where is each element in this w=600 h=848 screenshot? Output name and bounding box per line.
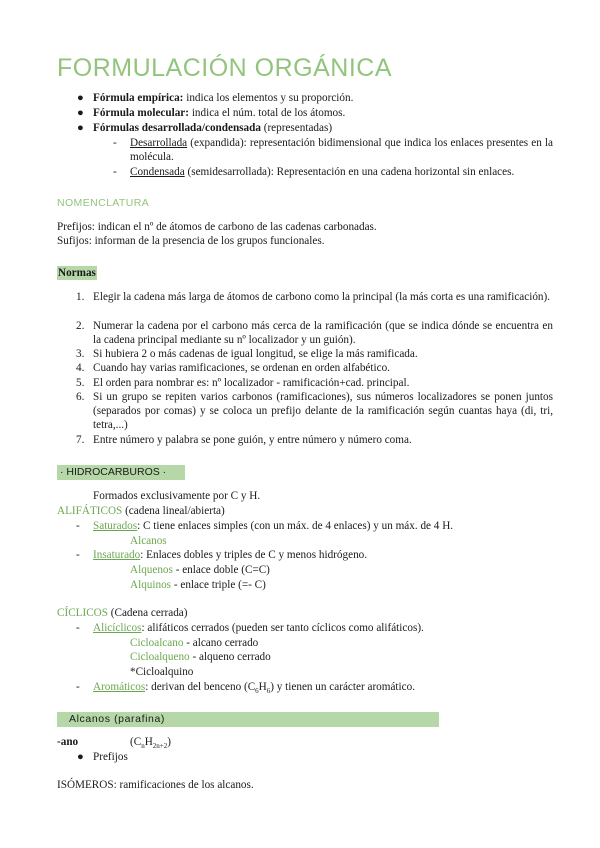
insaturado-text: : Enlaces dobles y triples de C y menos hidrógeno. — [140, 549, 368, 561]
norma-7: Entre número y palabra se pone guión, y entre número y número coma. — [93, 434, 412, 446]
bullet-desarrollada — [77, 121, 333, 135]
sub-bullet-label: Desarrollada — [130, 137, 188, 149]
list-number: 1. — [76, 291, 85, 303]
bullet-molecular — [77, 106, 346, 120]
cicloalcano-text: - alcano cerrado — [183, 637, 259, 649]
dash-icon: - — [76, 681, 80, 693]
alquinos-text: - enlace triple (=- C) — [171, 579, 266, 591]
formula-h: H — [144, 736, 153, 748]
page-title: FORMULACIÓN ORGÁNICA — [57, 54, 393, 82]
nomenclatura-heading: NOMENCLATURA — [57, 197, 150, 209]
dash-icon: - — [76, 622, 80, 634]
bullet-prefijos — [77, 750, 128, 764]
subscript: 2n+2 — [152, 742, 168, 751]
bullet-empirica — [77, 91, 354, 105]
alcanos-heading — [57, 712, 439, 727]
dash-icon: - — [76, 549, 80, 561]
cicloalqueno-text: - alqueno cerrado — [189, 651, 271, 663]
list-number: 2. — [76, 320, 85, 332]
list-number: 6. — [76, 391, 85, 403]
cicloalcano-label: Cicloalcano — [130, 637, 184, 649]
bullet-text: (representadas) — [260, 122, 333, 134]
sub-bullet-condensada — [130, 165, 514, 179]
aromaticos-line — [93, 680, 415, 698]
dash-icon: - — [113, 166, 117, 178]
saturados-text: : C tiene enlaces simples (con un máx. de 4 enlaces) y un máx. de 4 H. — [137, 520, 454, 532]
list-number: 5. — [76, 377, 85, 389]
aromaticos-text-end: ) y tienen un carácter aromático. — [270, 681, 416, 693]
formula-close: ) — [167, 736, 171, 748]
aliciclicos-text: : alifáticos cerrados (pueden ser tanto cíclicos como alifáticos). — [141, 622, 424, 634]
list-number: 3. — [76, 348, 85, 360]
alifaticos-label: ALIFÁTICOS — [57, 505, 123, 517]
aliciclicos-line — [93, 621, 424, 635]
isomeros-text: ISÓMEROS: ramificaciones de los alcanos. — [57, 779, 254, 791]
alifaticos-line — [57, 504, 225, 518]
bullet-bold: Fórmulas desarrollada/condensada — [93, 122, 261, 134]
subscript: 6 — [266, 687, 271, 696]
hidrocarburos-heading — [57, 465, 185, 480]
bullet-dot-icon: ● — [77, 751, 84, 763]
cicloalqueno-label: Cicloalqueno — [130, 651, 190, 663]
cicloalquino-text: *Cicloalquino — [130, 666, 194, 678]
aromaticos-label: Aromáticos — [93, 681, 146, 693]
formula-c: (C — [130, 736, 142, 748]
hidrocarburos-intro: Formados exclusivamente por C y H. — [93, 490, 261, 502]
hidrocarburos-heading-text: · HIDROCARBUROS · — [60, 466, 167, 478]
alquenos-line — [130, 563, 270, 577]
alquenos-text: - enlace doble (C=C) — [172, 564, 270, 576]
bullet-bold: Fórmula empírica: — [93, 92, 184, 104]
norma-2: Numerar la cadena por el carbono más cerca de la ramificación (que se indica dónde se encuentra en la cadena principal mediante su nº localizador y un guión). — [93, 320, 553, 346]
normas-heading: Normas — [58, 267, 96, 279]
aromaticos-text: : derivan del benceno (C — [145, 681, 256, 693]
sub-bullet-desarrollada — [130, 136, 553, 164]
subscript: 6 — [255, 687, 259, 696]
norma-1: Elegir la cadena más larga de átomos de carbono como la principal (la más corta es una ramificación). — [93, 291, 551, 303]
list-number: 7. — [76, 434, 85, 446]
bullet-dot-icon: ● — [77, 122, 84, 134]
cicloalqueno-line — [130, 650, 271, 664]
ciclicos-label: CÍCLICOS — [57, 607, 108, 619]
ciclicos-line — [57, 606, 187, 620]
dash-icon: - — [76, 520, 80, 532]
sub-bullet-text: (expandida): representación bidimensional que indica los enlaces presentes en la molécula. — [130, 137, 553, 163]
ano-suffix: -ano — [57, 736, 79, 748]
saturados-line — [93, 519, 453, 533]
ciclicos-text: (Cadena cerrada) — [107, 607, 188, 619]
saturados-label: Saturados — [93, 520, 138, 532]
bullet-text: indica los elementos y su proporción. — [183, 92, 354, 104]
insaturado-label: Insaturado — [93, 549, 141, 561]
alcanos-heading-text: Alcanos (parafina) — [69, 713, 166, 725]
prefijos-label: Prefijos — [93, 751, 128, 763]
sufijos-text: Sufijos: informan de la presencia de los grupos funcionales. — [57, 235, 325, 247]
prefijos-text: Prefijos: indican el nº de átomos de carbono de las cadenas carbonadas. — [57, 221, 377, 233]
bullet-text: indica el núm. total de los átomos. — [189, 107, 346, 119]
dash-icon: - — [113, 137, 117, 149]
norma-4: Cuando hay varias ramificaciones, se ordenan en orden alfabético. — [93, 362, 390, 374]
alifaticos-text: (cadena lineal/abierta) — [122, 505, 225, 517]
sub-bullet-text: (semidesarrollada): Representación en una cadena horizontal sin enlaces. — [184, 166, 515, 178]
norma-3: Si hubiera 2 o más cadenas de igual longitud, se elige la más ramificada. — [93, 348, 418, 360]
norma-6: Si un grupo se repiten varios carbonos (ramificaciones), sus números localizadores se ponen juntos (separados por comas) y se coloca un prefijo delante de la ramificación según cuantas haya (di, tri, tetra,...) — [93, 391, 553, 431]
bullet-bold: Fórmula molecular: — [93, 107, 190, 119]
subscript: n — [141, 742, 145, 751]
alcanos-label: Alcanos — [130, 535, 167, 547]
aromaticos-h: H — [258, 681, 267, 693]
cicloalcano-line — [130, 636, 258, 650]
alquinos-label: Alquinos — [130, 579, 172, 591]
alquenos-label: Alquenos — [130, 564, 173, 576]
insaturado-line — [93, 548, 367, 562]
sub-bullet-label: Condensada — [130, 166, 185, 178]
alcanos-formula — [130, 735, 171, 753]
norma-5: El orden para nombrar es: nº localizador - ramificación+cad. principal. — [93, 377, 410, 389]
list-number: 4. — [76, 362, 85, 374]
bullet-dot-icon: ● — [77, 92, 84, 104]
bullet-dot-icon: ● — [77, 107, 84, 119]
alquinos-line — [130, 578, 266, 592]
aliciclicos-label: Alicíclicos — [93, 622, 142, 634]
